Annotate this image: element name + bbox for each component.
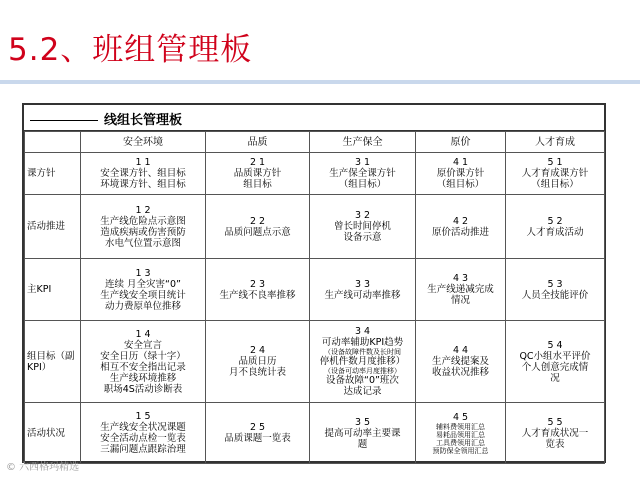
row-label: 组目标（副KPI） <box>25 321 81 403</box>
board-cell <box>206 259 310 321</box>
cell-line: 品质课方针 <box>233 168 282 179</box>
board-cell <box>416 321 506 403</box>
board-cell <box>310 403 416 464</box>
cell-line: 易耗品领用汇总 <box>436 430 485 439</box>
cell-line: 原价活动推进 <box>431 226 489 238</box>
board-name-blank <box>30 120 98 121</box>
cell-line: 收益状况推移 <box>431 367 489 378</box>
row-section-status <box>25 403 605 464</box>
cell-line: 4 2 <box>452 215 469 227</box>
cell-line: 安全课方针、组目标 <box>100 168 186 179</box>
board-cell <box>506 321 605 403</box>
cell-line: 2 5 <box>249 422 266 433</box>
cell-line: 安全宣言 <box>123 339 162 351</box>
board-cell <box>206 403 310 464</box>
cell-line: （组目标） <box>338 179 387 190</box>
row-section-main-kpi <box>25 259 605 321</box>
cell-line: 设备示意 <box>343 232 382 243</box>
board-cell <box>506 403 605 464</box>
cell-line: 预防保全领用汇总 <box>432 446 489 455</box>
cell-line: 职场4S活动诊断表 <box>103 383 183 395</box>
board-cell <box>416 153 506 195</box>
column-header-maintenance: 生产保全 <box>310 132 416 153</box>
corner-cell <box>25 132 81 153</box>
cell-line: 品质课题一览表 <box>224 433 291 444</box>
cell-line: 人员全技能评价 <box>521 289 589 301</box>
cell-line: QC小组水平评价 <box>519 350 591 362</box>
cell-line: 1 1 <box>135 157 151 168</box>
board-cell <box>81 321 206 403</box>
cell-line: 提高可动率主要课 <box>324 427 401 439</box>
board-cell <box>206 321 310 403</box>
board-cell <box>206 195 310 259</box>
cell-line: 品质问题点示意 <box>224 226 291 238</box>
cell-line: 品质日历 <box>238 356 277 367</box>
board-cell <box>416 259 506 321</box>
cell-line: 组目标 <box>243 179 272 190</box>
board-cell <box>416 195 506 259</box>
cell-line: 3 3 <box>354 278 371 290</box>
cell-line: 生产线可动率推移 <box>324 289 401 301</box>
board-cell <box>506 195 605 259</box>
cell-line: 原价课方针 <box>436 168 485 179</box>
cell-line: 生产保全课方针 <box>329 168 396 179</box>
cell-line: 1 3 <box>135 267 151 279</box>
cell-line: （组目标） <box>436 179 485 190</box>
cell-line: 1 2 <box>135 204 151 216</box>
cell-line: 况 <box>550 372 560 384</box>
cell-line: 5 1 <box>547 157 563 168</box>
column-header-talent: 人才育成 <box>506 132 605 153</box>
board-cell <box>206 153 310 195</box>
cell-line: 1 4 <box>135 328 151 340</box>
watermark-text: © 六西格玛精选 <box>6 462 80 473</box>
cell-line: 生产线安全状况课题 <box>100 422 186 433</box>
cell-line: 设备故障“0”班次 <box>326 375 399 386</box>
cell-line: （设备故障件数及长时间 <box>324 348 401 356</box>
cell-line: 人才育成活动 <box>526 226 584 238</box>
cell-line: 生产线环境推移 <box>109 372 177 384</box>
board-cell <box>81 195 206 259</box>
cell-line: 达成记录 <box>343 386 382 397</box>
cell-line: 个人创意完成情 <box>521 361 589 373</box>
column-header-safety: 安全环境 <box>81 132 206 153</box>
board-cell <box>416 403 506 464</box>
cell-line: 4 4 <box>452 345 469 356</box>
cell-line: 4 5 <box>452 411 469 423</box>
row-label: 主KPI <box>25 259 81 321</box>
cell-line: 相互不安全指出记录 <box>100 361 186 373</box>
cell-line: 辅料费领用汇总 <box>436 422 485 431</box>
cell-line: 工具费领用汇总 <box>436 438 485 447</box>
cell-line: 3 5 <box>354 416 371 428</box>
board-cell <box>310 153 416 195</box>
cell-line: 月不良统计表 <box>228 367 286 378</box>
cell-line: 5 5 <box>547 416 563 428</box>
cell-line: 三漏问题点跟踪治理 <box>100 444 186 455</box>
row-label: 活动状况 <box>25 403 81 464</box>
cell-line: 安全活动点检一览表 <box>100 433 186 444</box>
board-cell <box>506 259 605 321</box>
cell-line: 3 1 <box>354 157 371 168</box>
row-section-group-target <box>25 321 605 403</box>
cell-line: 览表 <box>545 438 565 450</box>
cell-line: 环境课方针、组目标 <box>100 179 186 190</box>
slide-title: 5.2、班组管理板 <box>8 32 253 68</box>
cell-line: 4 1 <box>452 157 469 168</box>
board-name: 线组长管理板 <box>104 113 183 128</box>
cell-line: 2 1 <box>249 157 266 168</box>
cell-line: 连续 月全灾害“0” <box>105 278 181 290</box>
cell-line: 生产线不良率推移 <box>219 289 296 301</box>
board-cell <box>81 403 206 464</box>
board-cell <box>81 153 206 195</box>
cell-line: 生产线危险点示意图 <box>100 215 186 227</box>
cell-line: 安全日历（绿十字） <box>100 350 186 362</box>
cell-line: 5 3 <box>547 278 563 290</box>
cell-line: 可动率辅助KPI趋势 <box>321 337 404 348</box>
board-cell <box>310 259 416 321</box>
row-label: 活动推进 <box>25 195 81 259</box>
cell-line: 生产线递减完成 <box>427 284 494 295</box>
board-grid <box>24 131 605 464</box>
cell-line: （设备可动率月度推移） <box>324 367 401 375</box>
title-divider <box>0 80 640 84</box>
cell-line: 题 <box>357 438 368 450</box>
cell-line: 曾长时间停机 <box>333 221 391 232</box>
row-label: 课方针 <box>25 153 81 195</box>
cell-line: 生产线安全项目统计 <box>100 289 186 301</box>
cell-line: 3 4 <box>354 326 371 337</box>
board-cell <box>506 153 605 195</box>
management-board <box>22 103 606 463</box>
cell-line: 2 4 <box>249 345 266 356</box>
cell-line: 动力费原单位推移 <box>104 300 181 312</box>
board-header <box>24 105 604 131</box>
cell-line: 3 2 <box>354 210 371 221</box>
board-cell <box>81 259 206 321</box>
board-cell <box>310 321 416 403</box>
cell-line: （组目标） <box>531 179 579 190</box>
row-section-policy <box>25 153 605 195</box>
cell-line: 4 3 <box>452 273 469 284</box>
cell-line: 情况 <box>450 295 470 306</box>
cell-line: 5 2 <box>547 215 563 227</box>
cell-line: 人才育成状况一 <box>521 427 589 439</box>
column-header-row <box>25 132 605 153</box>
cell-line: 人才育成课方针 <box>521 168 589 179</box>
cell-line: 2 3 <box>249 278 266 290</box>
row-section-activity <box>25 195 605 259</box>
cell-line: 2 2 <box>249 215 266 227</box>
cell-line: 1 5 <box>135 411 151 422</box>
cell-line: 造成疾病或伤害预防 <box>100 226 186 238</box>
cell-line: 水电气位置示意图 <box>104 237 181 249</box>
board-cell <box>310 195 416 259</box>
cell-line: 5 4 <box>547 339 563 351</box>
column-header-cost: 原价 <box>416 132 506 153</box>
column-header-quality: 品质 <box>206 132 310 153</box>
cell-line: 生产线提案及 <box>431 356 489 367</box>
cell-line: 停机件数月度推移） <box>319 356 406 367</box>
